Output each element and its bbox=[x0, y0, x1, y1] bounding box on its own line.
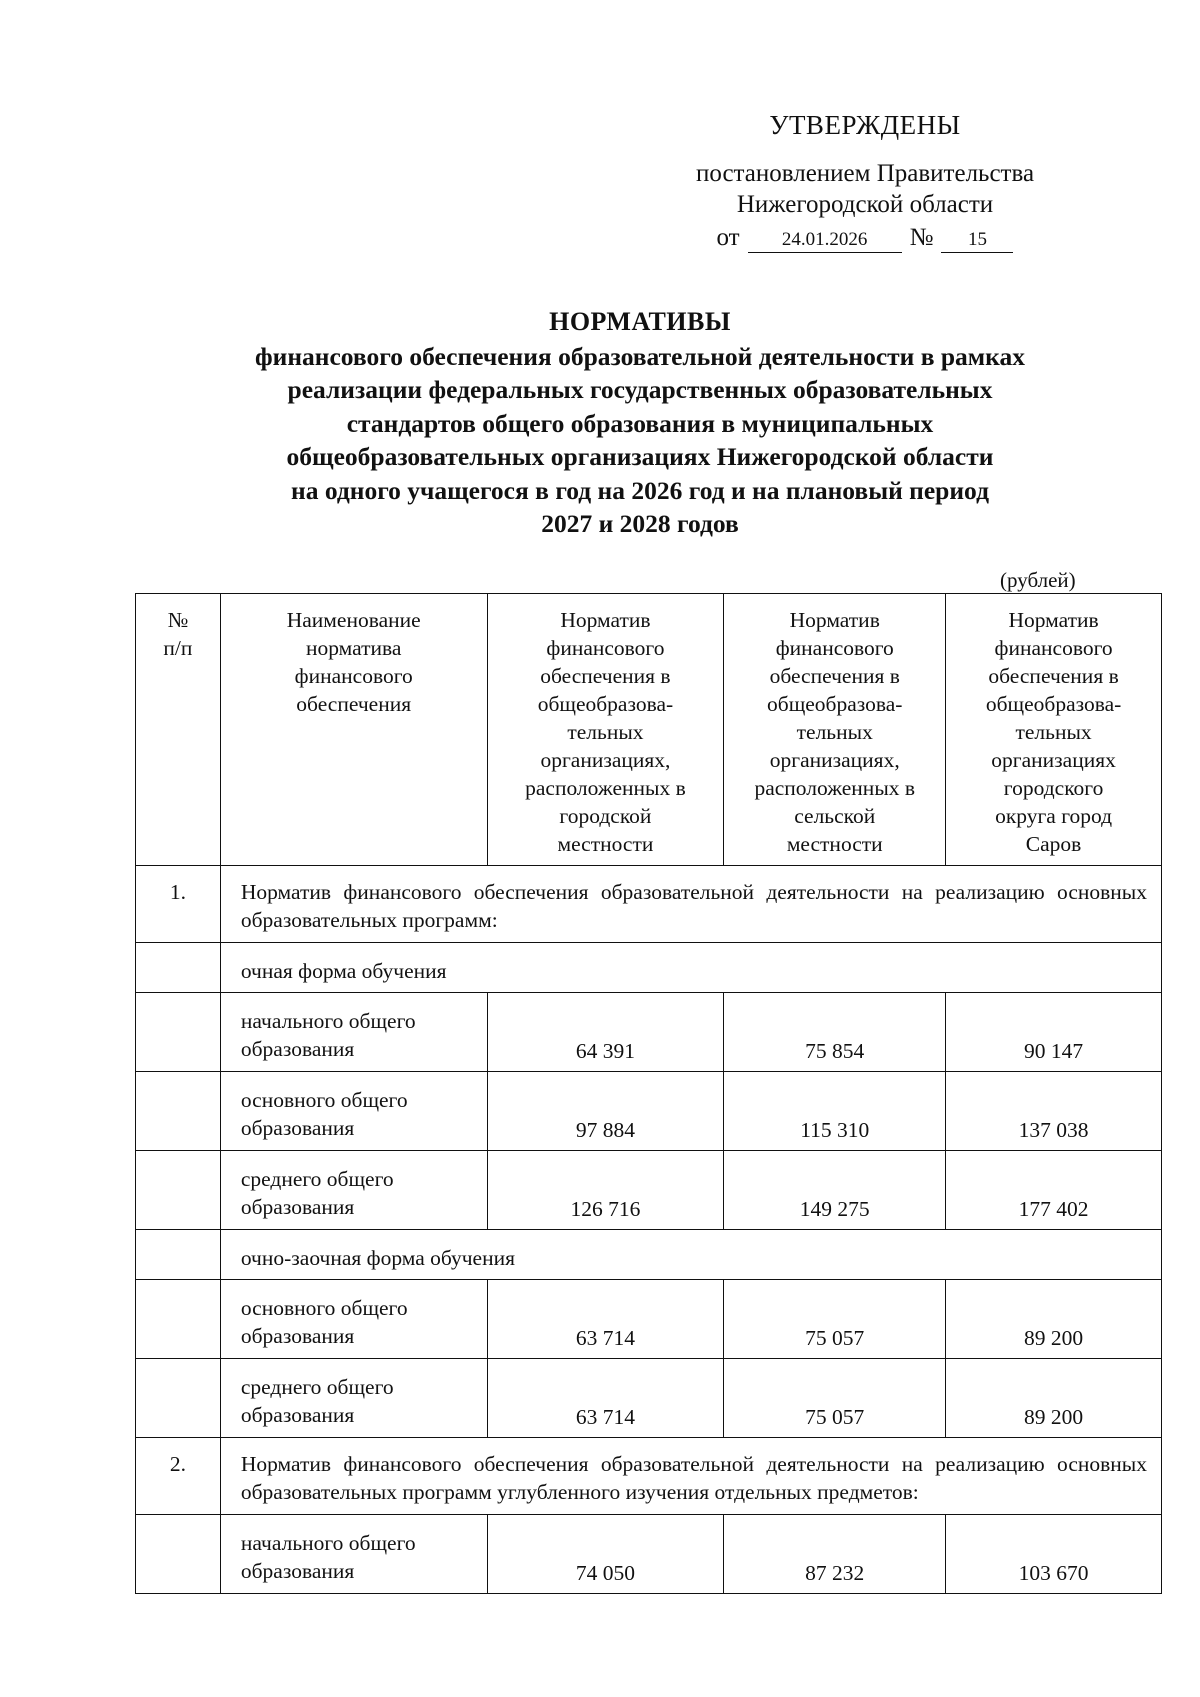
value-sarov: 89 200 bbox=[946, 1280, 1162, 1359]
value-sarov: 137 038 bbox=[946, 1072, 1162, 1151]
table-row bbox=[136, 1151, 1162, 1230]
value-rural: 75 854 bbox=[724, 993, 946, 1072]
value-rural: 75 057 bbox=[724, 1280, 946, 1359]
table-row bbox=[136, 1515, 1162, 1594]
approval-block bbox=[650, 110, 1080, 253]
title-line: на одного учащегося в год на 2026 год и на плановый период bbox=[291, 475, 989, 505]
section-text: Норматив финансового обеспечения образовательной деятельности на реализацию основных образовательных программ углубленного изучения отдельных предметов: bbox=[220, 1438, 1161, 1515]
empty-number-cell bbox=[136, 1072, 221, 1151]
section-number: 2. bbox=[136, 1438, 221, 1515]
header-number: № п/п bbox=[136, 594, 221, 866]
title-line: стандартов общего образования в муниципальных bbox=[346, 408, 934, 438]
empty-number-cell bbox=[136, 1280, 221, 1359]
number-label: № bbox=[909, 224, 934, 251]
approval-title: УТВЕРЖДЕНЫ bbox=[769, 110, 961, 140]
form-row bbox=[136, 943, 1162, 993]
row-name: основного общего образования bbox=[220, 1280, 487, 1359]
title-line: общеобразовательных организациях Нижегородской области bbox=[286, 442, 994, 471]
value-urban: 63 714 bbox=[487, 1359, 724, 1438]
section-row bbox=[136, 866, 1162, 943]
approval-number: 15 bbox=[941, 229, 1013, 253]
form-label: очная форма обучения bbox=[220, 943, 1161, 993]
approval-line-1: постановлением Правительства bbox=[695, 160, 1035, 187]
approval-line-2: Нижегородской области bbox=[736, 191, 994, 218]
value-sarov: 89 200 bbox=[946, 1359, 1162, 1438]
value-rural: 149 275 bbox=[724, 1151, 946, 1230]
value-rural: 75 057 bbox=[724, 1359, 946, 1438]
value-sarov: 103 670 bbox=[946, 1515, 1162, 1594]
title-main: НОРМАТИВЫ bbox=[549, 307, 731, 336]
header-rural: Норматив финансового обеспечения в общеобразова- тельных организациях, расположенных в сельской местности bbox=[724, 594, 946, 866]
empty-number-cell bbox=[136, 943, 221, 993]
empty-number-cell bbox=[136, 1515, 221, 1594]
value-sarov: 90 147 bbox=[946, 993, 1162, 1072]
value-urban: 74 050 bbox=[487, 1515, 724, 1594]
title-line: реализации федеральных государственных образовательных bbox=[287, 375, 993, 404]
value-rural: 87 232 bbox=[724, 1515, 946, 1594]
row-name: основного общего образования bbox=[220, 1072, 487, 1151]
table-row bbox=[136, 993, 1162, 1072]
row-name: начального общего образования bbox=[220, 993, 487, 1072]
value-urban: 64 391 bbox=[487, 993, 724, 1072]
title-line: финансового обеспечения образовательной деятельности в рамках bbox=[255, 341, 1025, 371]
document-title bbox=[120, 305, 1160, 541]
value-urban: 97 884 bbox=[487, 1072, 724, 1151]
value-sarov: 177 402 bbox=[946, 1151, 1162, 1230]
section-number: 1. bbox=[136, 866, 221, 943]
approval-date-row bbox=[650, 222, 1080, 253]
title-line: 2027 и 2028 годов bbox=[541, 509, 739, 538]
header-row bbox=[136, 594, 1162, 866]
header-sarov: Норматив финансового обеспечения в общеобразова- тельных организациях городского округа город Саров bbox=[946, 594, 1162, 866]
row-name: среднего общего образования bbox=[220, 1151, 487, 1230]
header-name: Наименование норматива финансового обеспечения bbox=[220, 594, 487, 866]
empty-number-cell bbox=[136, 1359, 221, 1438]
section-row bbox=[136, 1438, 1162, 1515]
empty-number-cell bbox=[136, 1151, 221, 1230]
form-label: очно-заочная форма обучения bbox=[220, 1230, 1161, 1280]
unit-label: (рублей) bbox=[1000, 568, 1076, 592]
table-row bbox=[136, 1280, 1162, 1359]
value-urban: 63 714 bbox=[487, 1280, 724, 1359]
approval-date: 24.01.2026 bbox=[748, 229, 902, 253]
section-text: Норматив финансового обеспечения образовательной деятельности на реализацию основных образовательных программ: bbox=[220, 866, 1161, 943]
value-rural: 115 310 bbox=[724, 1072, 946, 1151]
row-name: начального общего образования bbox=[220, 1515, 487, 1594]
from-label: от bbox=[716, 224, 740, 251]
value-urban: 126 716 bbox=[487, 1151, 724, 1230]
row-name: среднего общего образования bbox=[220, 1359, 487, 1438]
norms-table bbox=[135, 593, 1162, 1594]
table-row bbox=[136, 1072, 1162, 1151]
header-urban: Норматив финансового обеспечения в общеобразова- тельных организациях, расположенных в городской местности bbox=[487, 594, 724, 866]
empty-number-cell bbox=[136, 993, 221, 1072]
empty-number-cell bbox=[136, 1230, 221, 1280]
table-row bbox=[136, 1359, 1162, 1438]
form-row bbox=[136, 1230, 1162, 1280]
